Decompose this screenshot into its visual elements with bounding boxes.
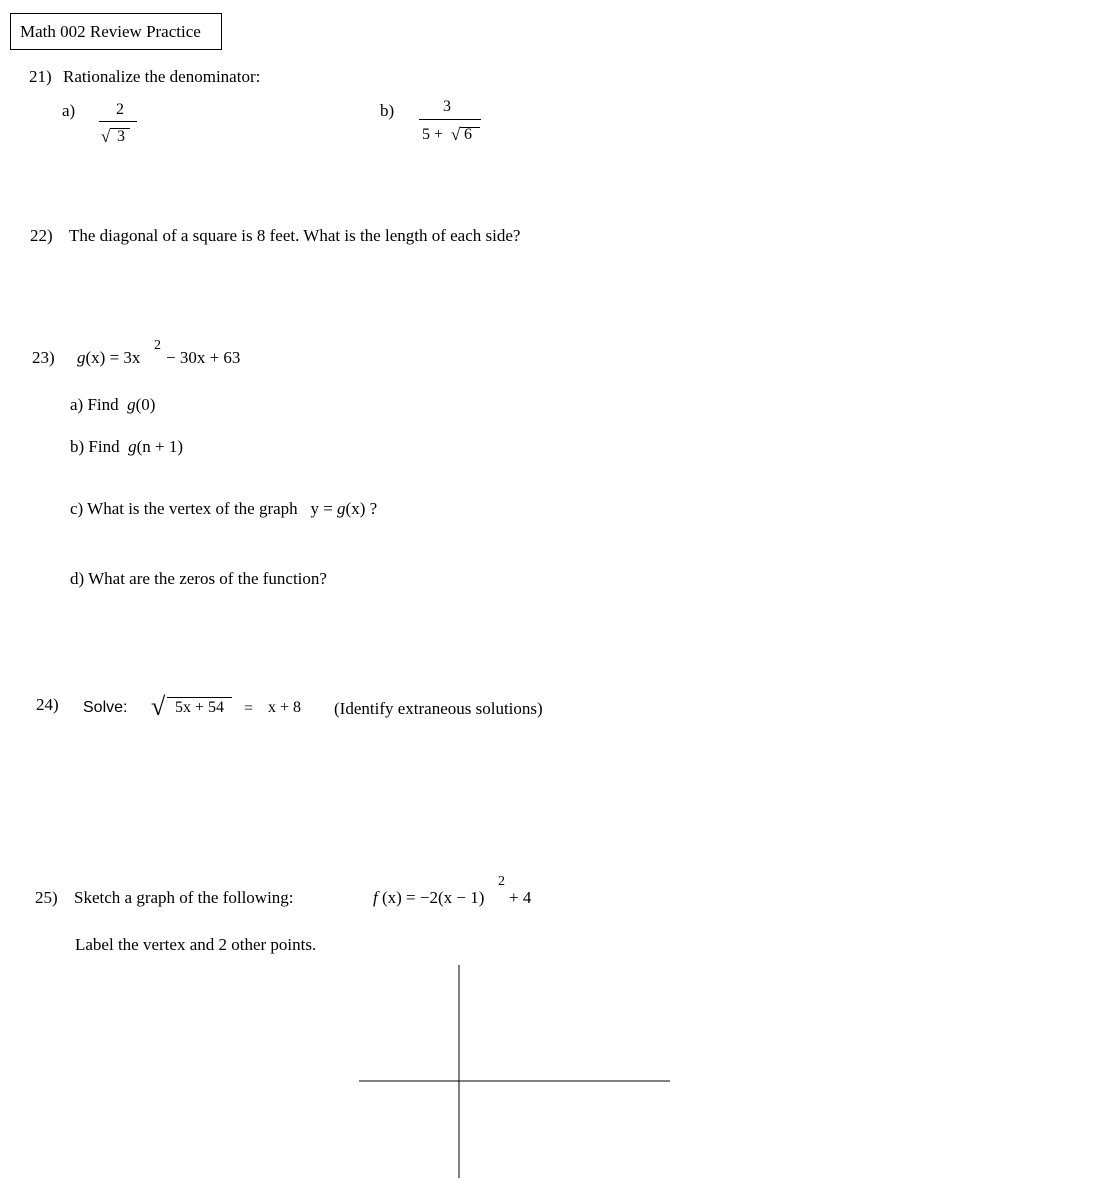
q23a-arg: (0) [135, 395, 156, 414]
q23-number: 23) [32, 348, 55, 367]
q25-exponent: 2 [498, 874, 505, 889]
q21b-numerator: 3 [443, 98, 451, 115]
q21-number: 21) [29, 67, 52, 86]
q21b-label: b) [380, 101, 395, 120]
q23b-fn: g [128, 437, 137, 456]
q23d-label: d) What are the zeros of the function? [70, 569, 327, 588]
q25-number: 25) [35, 888, 58, 907]
q25-equation-body: (x) = −2(x − 1) [381, 888, 485, 907]
q23-lhs: (x) = 3x [85, 348, 141, 367]
q21b-radicand: 6 [464, 126, 472, 143]
q21a-radicand: 3 [117, 128, 125, 145]
q25-prompt: Sketch a graph of the following: [74, 888, 294, 907]
q23c-fn: g [337, 499, 346, 518]
q23-rhs: − 30x + 63 [166, 348, 241, 367]
q21a-radical-sign: √ [101, 127, 111, 146]
q21b-radical-sign: √ [451, 125, 461, 144]
q23c-eq-left: y = [310, 499, 333, 518]
page-title: Math 002 Review Practice [10, 13, 222, 50]
q23b-label: b) Find [70, 437, 120, 456]
q23-exponent: 2 [154, 338, 161, 353]
q21b-den-prefix: 5 + [422, 126, 444, 143]
q25-fn-name: f [373, 888, 378, 907]
q24-solve-label: Solve: [83, 699, 128, 716]
q21-prompt: Rationalize the denominator: [63, 67, 261, 86]
q24-radicand: 5x + 54 [175, 699, 225, 716]
q21a-label: a) [62, 101, 76, 120]
q25-tail: + 4 [509, 888, 532, 907]
q23a-fn: g [127, 395, 136, 414]
q25-instruction: Label the vertex and 2 other points. [75, 935, 317, 954]
q24-radical-sign: √ [151, 692, 166, 721]
q24-number: 24) [36, 695, 59, 714]
q22-text: The diagonal of a square is 8 feet. What is the length of each side? [69, 226, 521, 245]
q21a-numerator: 2 [116, 101, 124, 118]
q23c-label: c) What is the vertex of the graph [70, 499, 298, 518]
q23c-eq-right: (x) ? [345, 499, 378, 518]
q23a-label: a) Find [70, 395, 119, 414]
q23-fn-name: g [77, 348, 86, 367]
q24-equals: = [244, 700, 254, 717]
q24-note: (Identify extraneous solutions) [334, 699, 543, 718]
q24-rhs: x + 8 [268, 699, 302, 716]
q22-number: 22) [30, 226, 53, 245]
q23b-arg: (n + 1) [136, 437, 184, 456]
